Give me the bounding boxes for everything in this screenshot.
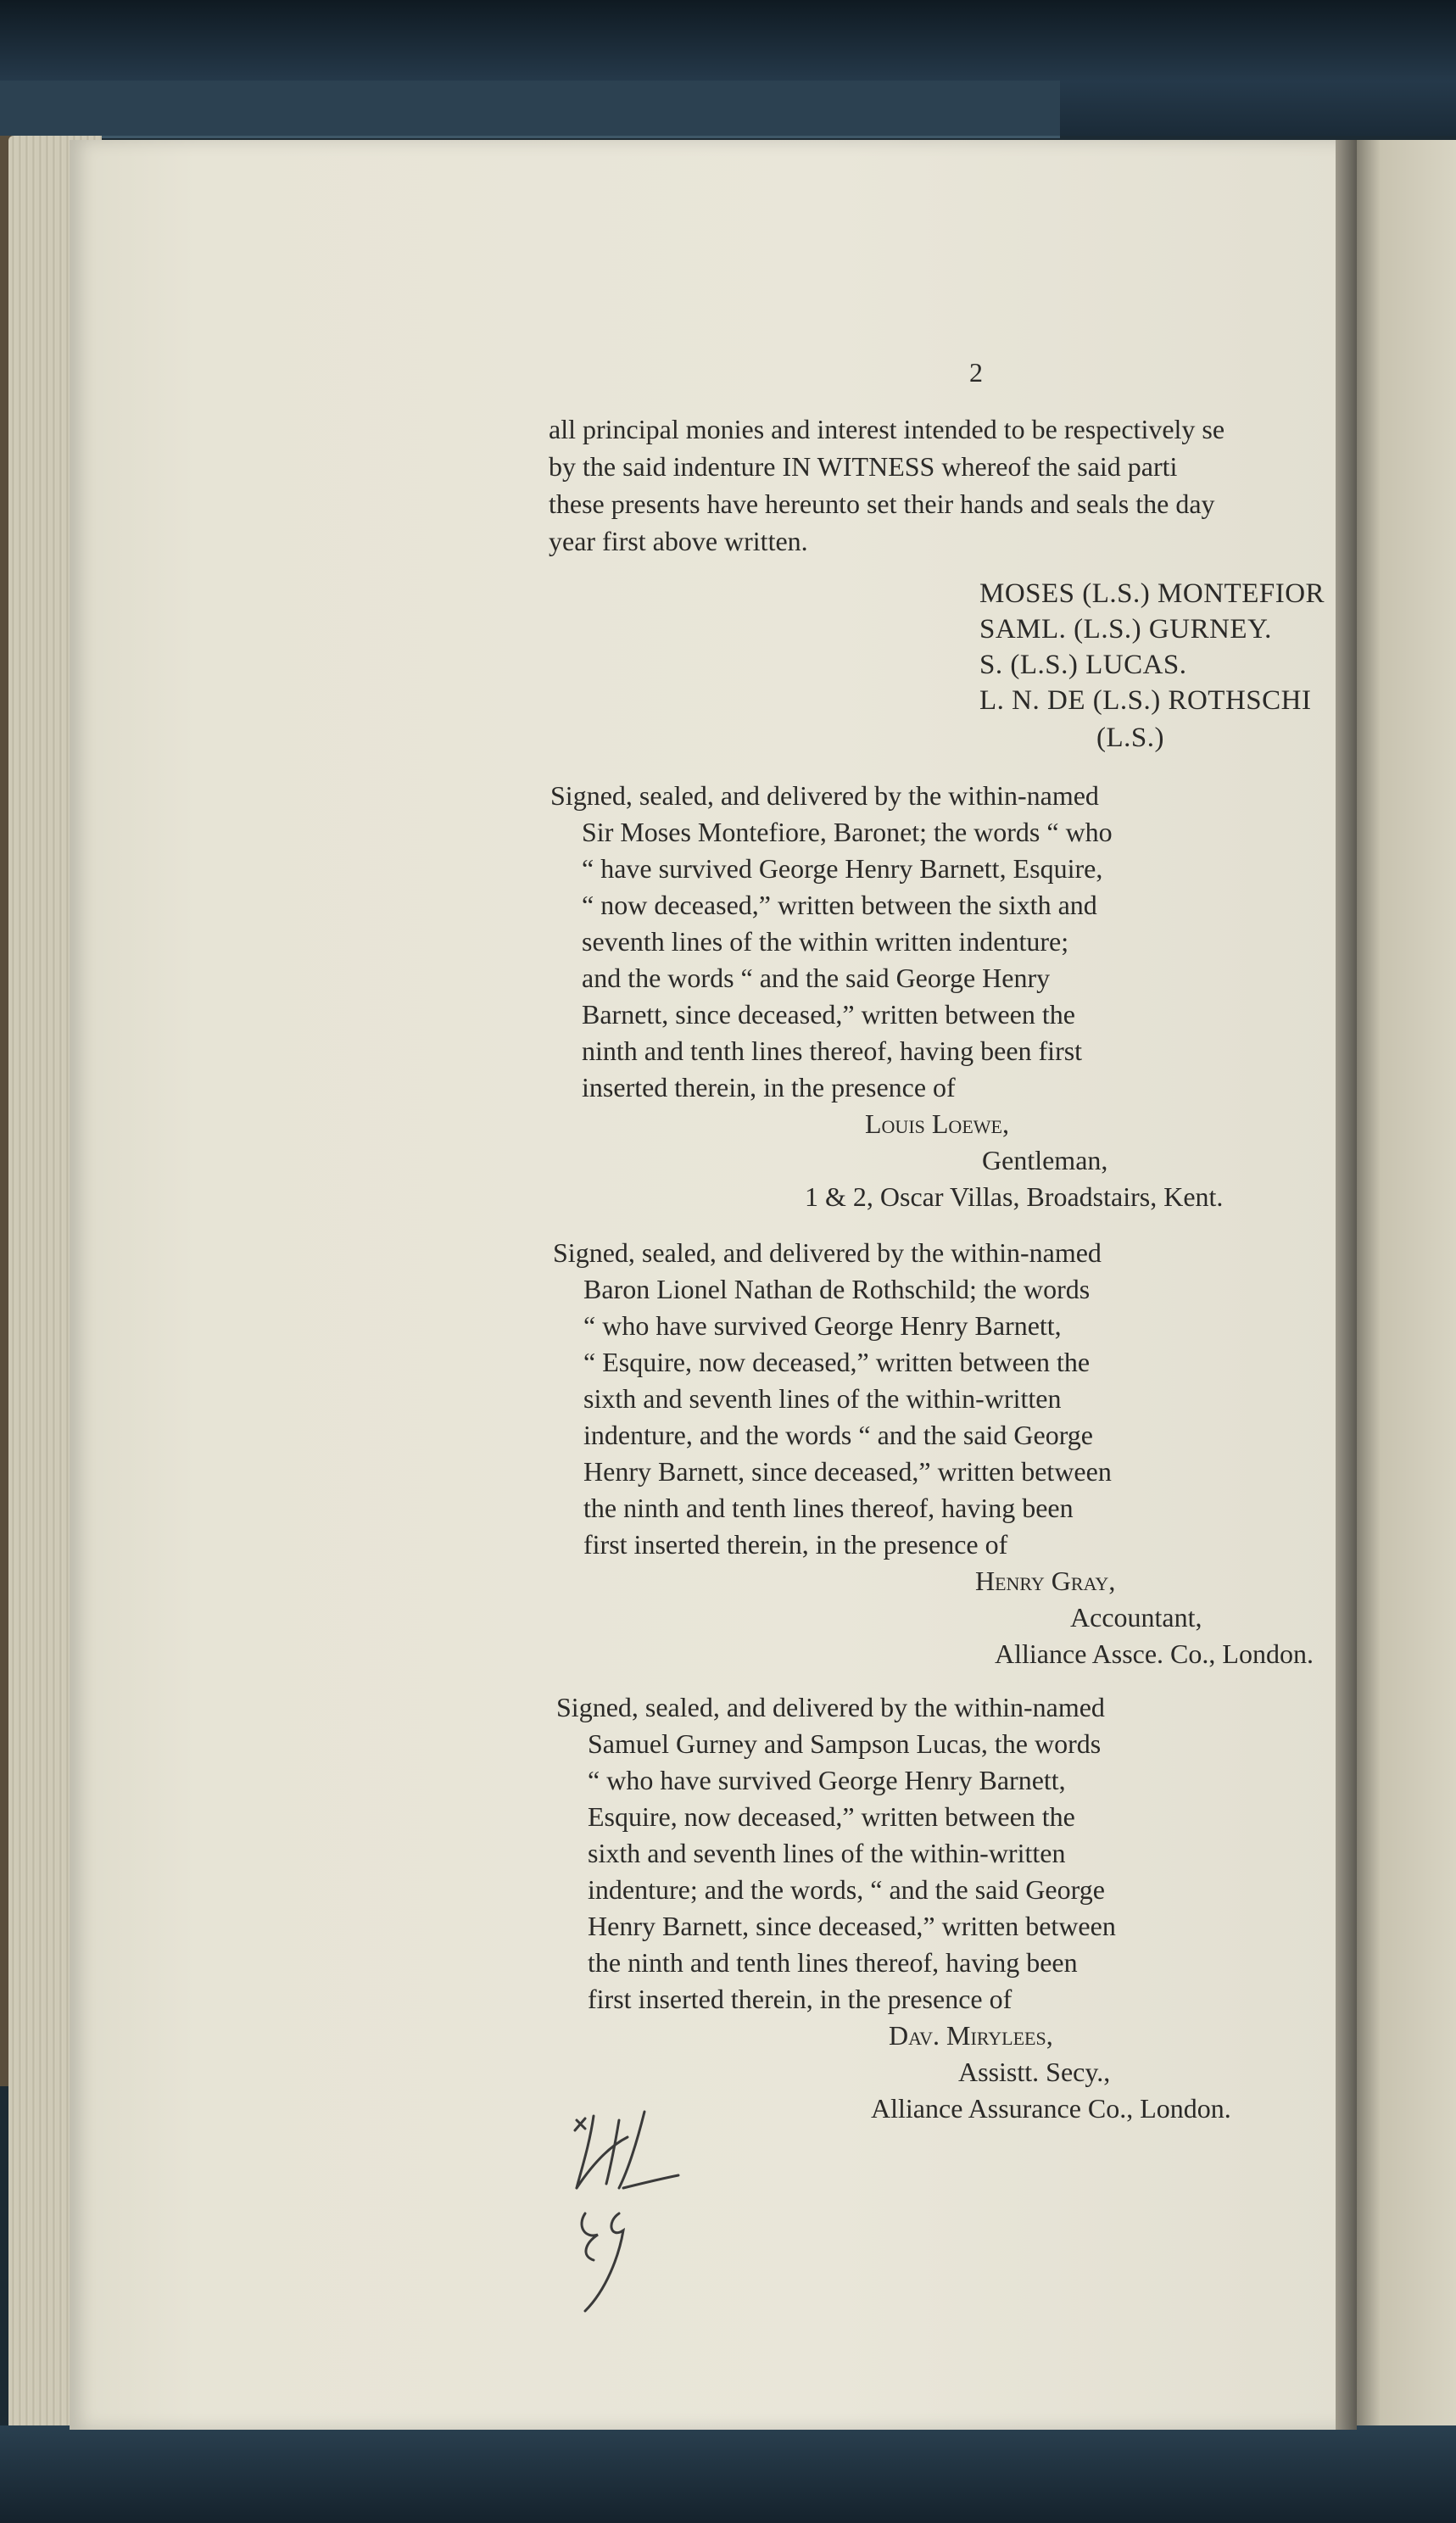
attestation-1-address: 1 & 2, Oscar Villas, Broadstairs, Kent. (805, 1181, 1224, 1212)
attestation-1-line: ninth and tenth lines thereof, having been first (582, 1035, 1083, 1066)
attestation-3-witness: Dav. Mirylees, (889, 2020, 1053, 2051)
intro-line: all principal monies and interest intended to be respectively se (549, 414, 1225, 444)
page-gutter-shadow (1336, 140, 1357, 2430)
attestation-1-witness: Louis Loewe, (865, 1108, 1009, 1139)
page-number: 2 (969, 357, 983, 388)
attestation-2-line: “ who have survived George Henry Barnett, (583, 1310, 1062, 1341)
attestation-3-title: Assistt. Secy., (958, 2057, 1111, 2087)
attestation-3-line: “ who have survived George Henry Barnett, (588, 1765, 1066, 1795)
attestation-2-line: “ Esquire, now deceased,” written between the (583, 1347, 1091, 1377)
signatory-lucas: S. (L.S.) LUCAS. (979, 650, 1187, 680)
facing-page-edge (1348, 140, 1456, 2430)
attestation-2-line: Signed, sealed, and delivered by the within-named (553, 1237, 1102, 1268)
attestation-3-line: the ninth and tenth lines thereof, having been (588, 1947, 1078, 1978)
attestation-1-title: Gentleman, (982, 1145, 1108, 1175)
attestation-3-line: indenture; and the words, “ and the said George (588, 1874, 1105, 1905)
attestation-1-line: Barnett, since deceased,” written between the (582, 999, 1075, 1030)
attestation-1-line: seventh lines of the within written indenture; (582, 926, 1069, 957)
binding-cloth-strip (0, 81, 1060, 138)
signatory-rothschild: L. N. DE (L.S.) ROTHSCHI (979, 685, 1312, 716)
attestation-1-line: and the words “ and the said George Henry (582, 963, 1051, 993)
signatory-gurney: SAML. (L.S.) GURNEY. (979, 614, 1272, 645)
attestation-2-witness: Henry Gray, (975, 1566, 1116, 1596)
attestation-2-line: first inserted therein, in the presence of (583, 1529, 1008, 1560)
intro-line: these presents have hereunto set their hands and seals the day (549, 488, 1215, 519)
attestation-3-line: Samuel Gurney and Sampson Lucas, the words (588, 1728, 1102, 1759)
attestation-3-line: sixth and seventh lines of the within-written (588, 1838, 1066, 1868)
attestation-2-line: the ninth and tenth lines thereof, having been (583, 1493, 1074, 1523)
intro-line: by the said indenture IN WITNESS whereof the said parti (549, 451, 1178, 482)
attestation-2-line: sixth and seventh lines of the within-written (583, 1383, 1062, 1414)
intro-line: year first above written. (549, 526, 808, 556)
attestation-2-title: Accountant, (1070, 1602, 1202, 1633)
handwritten-pencil-note (560, 2103, 695, 2324)
signatory-montefiore: MOSES (L.S.) MONTEFIOR (979, 578, 1325, 609)
attestation-1-line: “ have survived George Henry Barnett, Esquire, (582, 853, 1103, 884)
seal-mark: (L.S.) (1096, 723, 1164, 753)
attestation-3-line: Signed, sealed, and delivered by the within-named (556, 1692, 1105, 1722)
attestation-3-line: Esquire, now deceased,” written between the (588, 1801, 1075, 1832)
attestation-2-line: indenture, and the words “ and the said George (583, 1420, 1093, 1450)
attestation-1-line: Sir Moses Montefiore, Baronet; the words “ who (582, 817, 1113, 847)
book-binding-bottom (0, 2425, 1456, 2523)
attestation-1-line: inserted therein, in the presence of (582, 1072, 956, 1102)
attestation-1-line: “ now deceased,” written between the sixth and (582, 890, 1097, 920)
attestation-3-line: first inserted therein, in the presence of (588, 1984, 1013, 2014)
attestation-3-address: Alliance Assurance Co., London. (871, 2093, 1231, 2124)
attestation-2-line: Henry Barnett, since deceased,” written between (583, 1456, 1112, 1487)
attestation-3-line: Henry Barnett, since deceased,” written between (588, 1911, 1116, 1941)
attestation-1-line: Signed, sealed, and delivered by the within-named (550, 780, 1099, 811)
attestation-2-line: Baron Lionel Nathan de Rothschild; the words (583, 1274, 1091, 1304)
attestation-2-address: Alliance Assce. Co., London. (995, 1638, 1314, 1669)
